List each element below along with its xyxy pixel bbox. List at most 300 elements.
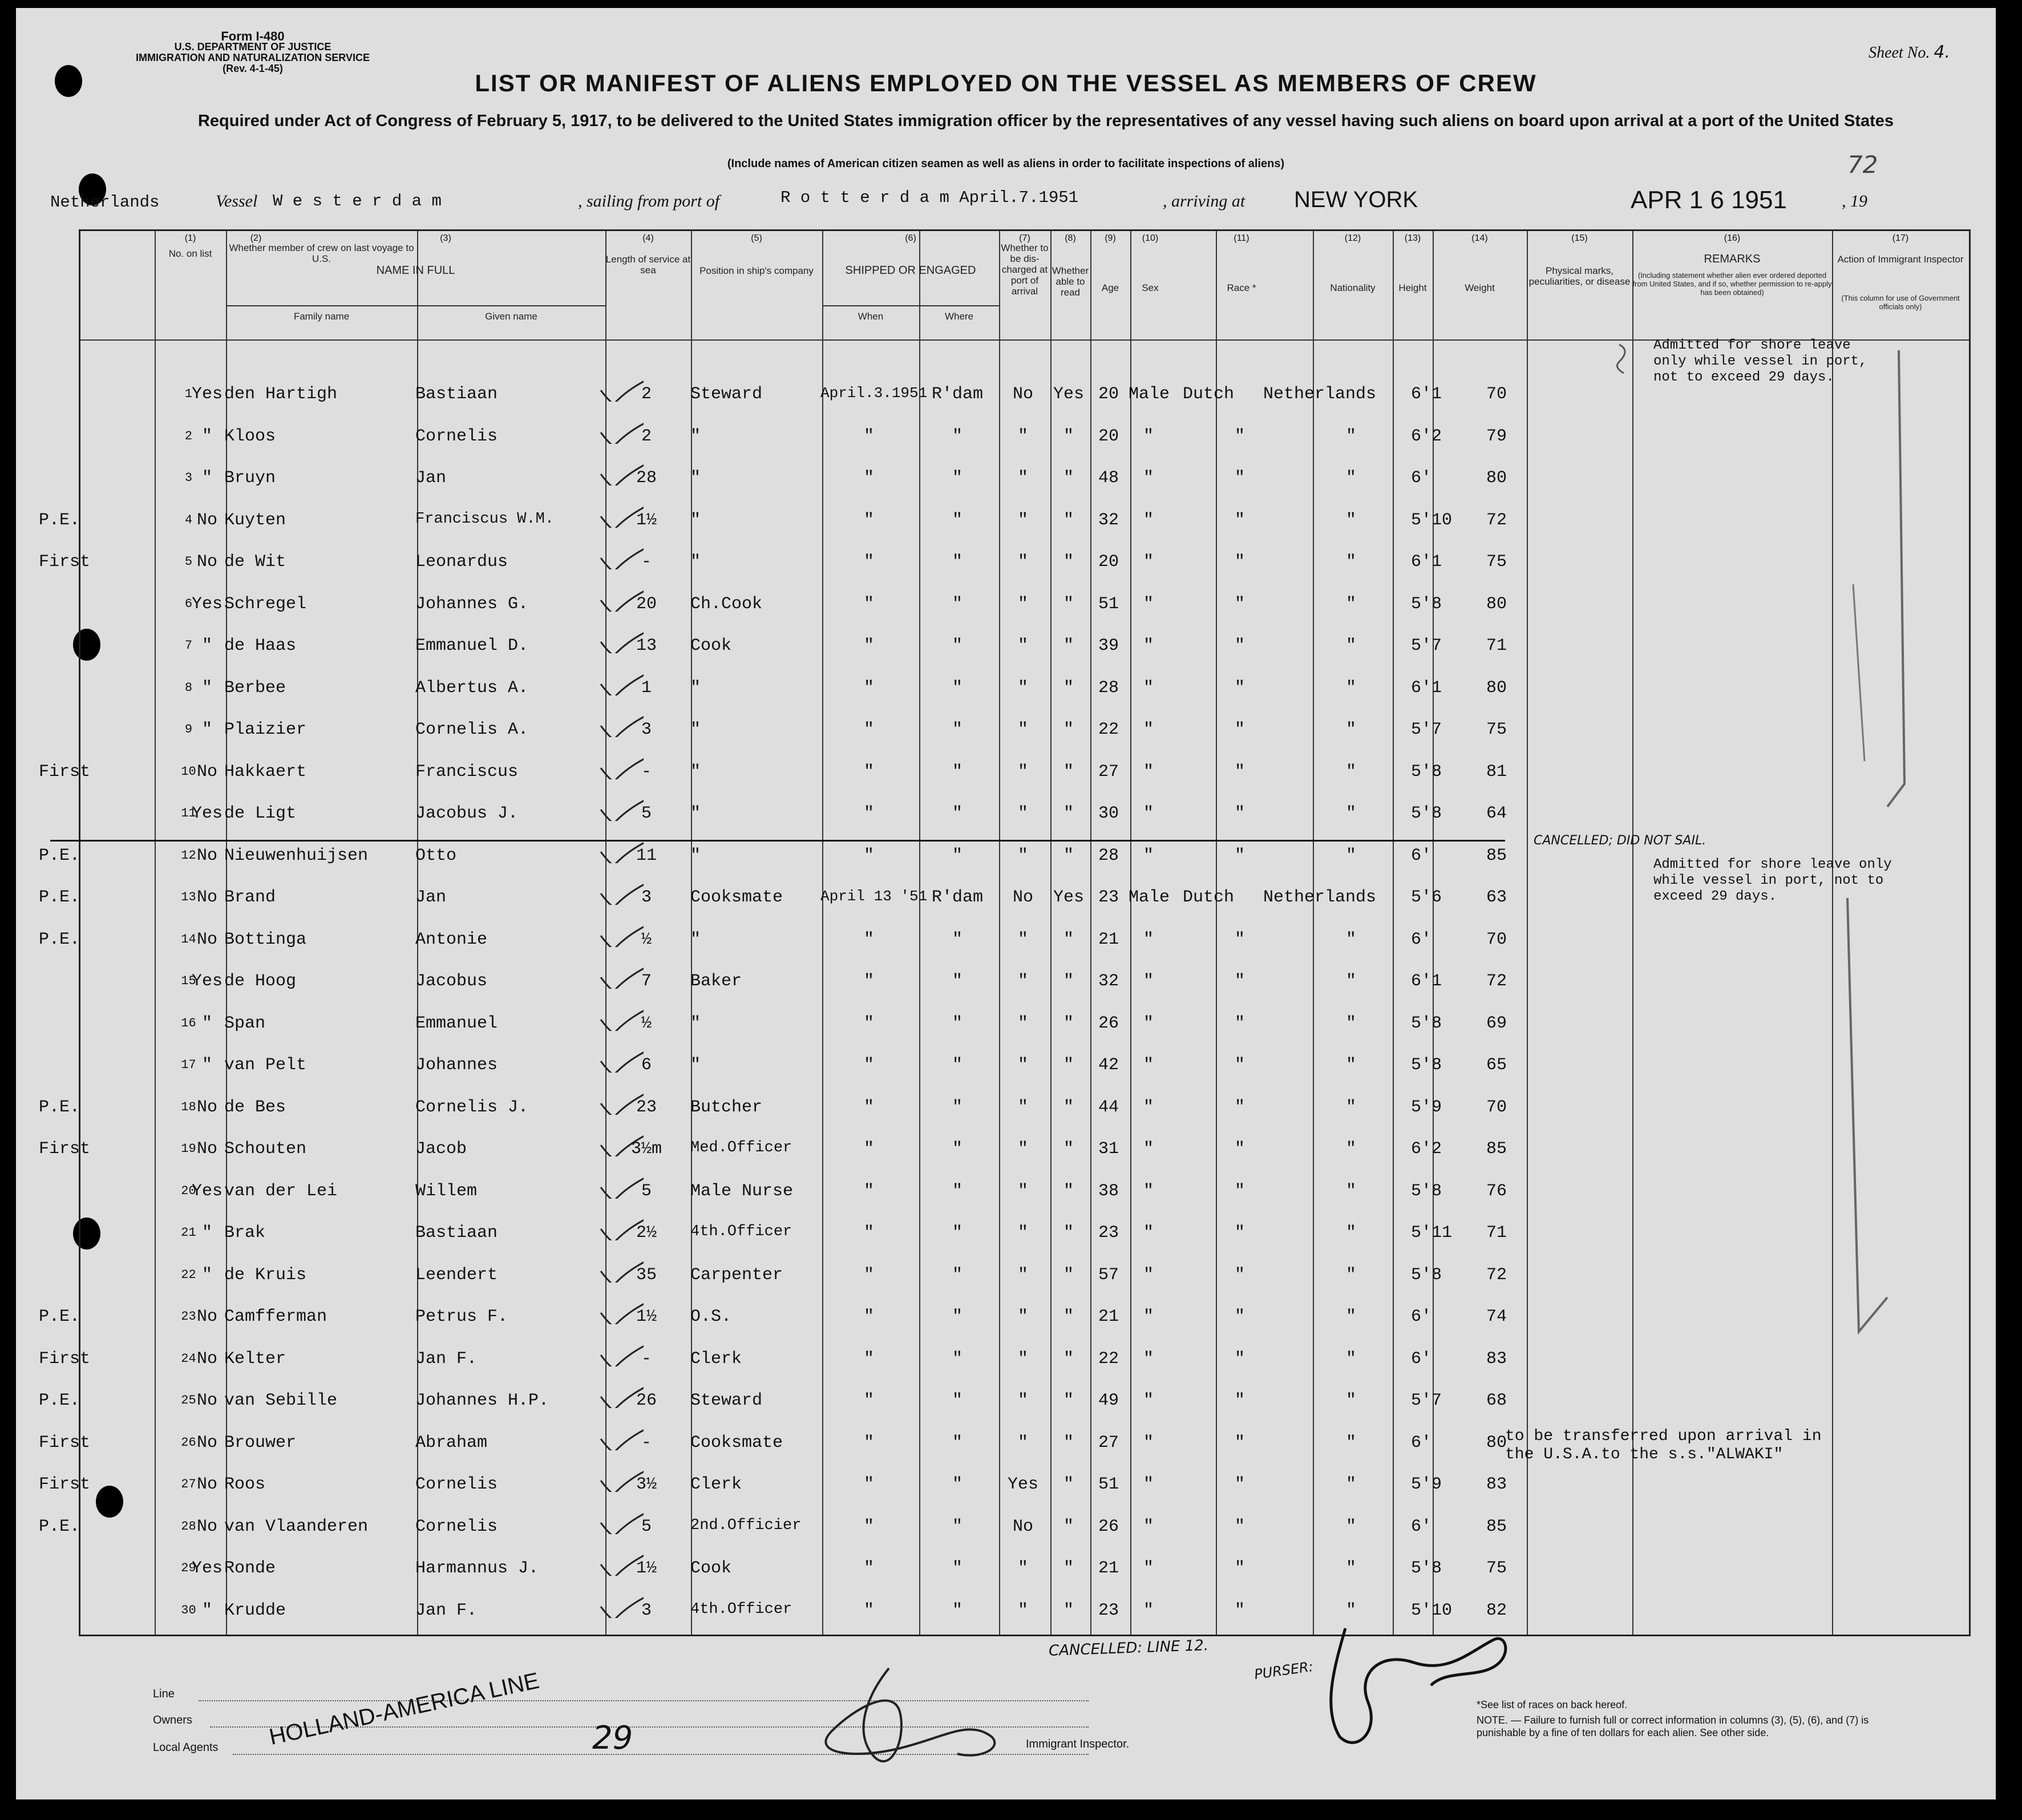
cell-sex: " [1143, 1433, 1154, 1453]
cell-svc: 20 [636, 594, 657, 614]
cell-age: 21 [1098, 1559, 1119, 1578]
cell-svc: 13 [636, 636, 657, 656]
cell-svc: 5 [641, 1181, 652, 1201]
cell-when: " [863, 929, 874, 949]
cell-where: " [952, 720, 963, 739]
cell-pos: " [690, 804, 701, 823]
cell-where: " [952, 1475, 963, 1494]
cell-nat: " [1345, 636, 1356, 656]
check-mark [598, 798, 644, 821]
cell-nat: " [1345, 1139, 1356, 1159]
cell-given: Cornelis J. [415, 1097, 529, 1117]
cell-dis: " [1017, 1055, 1028, 1075]
cell-last: No [196, 1475, 217, 1494]
cell-svc: 2½ [636, 1223, 657, 1243]
cell-nat: " [1345, 929, 1356, 949]
header-c7: Whether to be dis-charged at port of arrival [1001, 242, 1049, 297]
cell-pos: Clerk [690, 1475, 742, 1494]
cell-dis: " [1017, 929, 1028, 949]
cell-given: Emmanuel D. [415, 636, 529, 656]
cell-sex: " [1143, 1181, 1154, 1201]
check-mark [598, 379, 644, 402]
check-mark [598, 1385, 644, 1408]
cell-where: " [952, 972, 963, 991]
cell-ht: 6' [1411, 846, 1432, 865]
cell-sex: " [1143, 1139, 1154, 1159]
cell-no: 1 [184, 387, 193, 401]
cell-no: 17 [181, 1058, 196, 1072]
cell-wt: 71 [1486, 636, 1507, 656]
cell-pos: Cook [690, 1559, 732, 1578]
cell-sex: " [1143, 426, 1154, 446]
check-mark [598, 547, 644, 569]
sheet-value: 4. [1934, 42, 1950, 62]
check-mark [598, 1469, 644, 1492]
cell-no: 23 [181, 1309, 196, 1324]
cell-read: " [1063, 1013, 1074, 1033]
cell-nat: " [1345, 846, 1356, 865]
header-c12: Nationality [1330, 282, 1376, 293]
cell-pre: First [39, 1349, 91, 1369]
cell-age: 22 [1098, 720, 1119, 739]
cell-race: " [1234, 804, 1245, 823]
cell-nat: " [1345, 678, 1356, 698]
cell-sex: " [1143, 1475, 1154, 1494]
cell-given: Petrus F. [415, 1307, 508, 1326]
cell-age: 32 [1098, 510, 1119, 530]
cell-last: " [201, 1600, 212, 1620]
cell-wt: 83 [1486, 1475, 1507, 1494]
cell-family: van Pelt [224, 1055, 307, 1075]
cell-age: 31 [1098, 1139, 1119, 1159]
cell-given: Otto [415, 846, 457, 865]
cell-ht: 5'8 [1411, 594, 1442, 614]
header-c9: Age [1101, 282, 1119, 293]
cell-family: de Bes [224, 1097, 286, 1117]
arriving-label: , arriving at [1163, 192, 1245, 211]
cell-sex: " [1143, 594, 1154, 614]
date-stamp: APR 1 6 1951 [1631, 186, 1787, 214]
cell-family: de Hoog [224, 972, 297, 991]
header-c6a: When [858, 311, 884, 322]
cell-ht: 5'10 [1411, 510, 1453, 530]
cell-given: Leonardus [415, 552, 508, 572]
cell-when: " [863, 1516, 874, 1536]
cell-race: " [1234, 1600, 1245, 1620]
cell-family: Bruyn [224, 468, 276, 488]
cell-dis: " [1017, 1433, 1028, 1453]
check-mark [598, 714, 644, 737]
check-mark [598, 1050, 644, 1073]
remarks-row-1: Admitted for shore leave only while vessel in port, not to exceed 29 days. [1653, 338, 1867, 385]
cell-nat: " [1345, 594, 1356, 614]
cell-svc: 3½m [630, 1139, 662, 1159]
check-mark [598, 1008, 644, 1031]
check-mark [598, 840, 644, 863]
owners-label: Owners [153, 1714, 192, 1726]
cell-given: Jacob [415, 1139, 467, 1159]
cell-family: de Wit [224, 552, 286, 572]
header-c1: No. on list [168, 248, 212, 259]
cell-no: 8 [184, 680, 193, 695]
cell-wt: 80 [1486, 594, 1507, 614]
cell-wt: 85 [1486, 846, 1507, 865]
cell-last: " [201, 1013, 212, 1033]
column-number: (9) [1105, 233, 1116, 243]
cell-read: " [1063, 1349, 1074, 1369]
cell-ht: 5'11 [1411, 1223, 1453, 1243]
column-number: (13) [1404, 233, 1421, 243]
cell-where: " [952, 1181, 963, 1201]
cell-sex: " [1143, 1265, 1154, 1285]
cell-last: No [196, 1139, 217, 1159]
cell-ht: 5'8 [1411, 1013, 1442, 1033]
cell-wt: 75 [1486, 552, 1507, 572]
cell-race: " [1234, 1055, 1245, 1075]
purser-signature [1300, 1617, 1539, 1765]
cell-no: 27 [181, 1477, 196, 1491]
cell-given: Jan F. [415, 1349, 478, 1369]
cell-pre: P.E. [39, 929, 80, 949]
cell-read: " [1063, 846, 1074, 865]
cell-pos: " [690, 1013, 701, 1033]
cell-where: " [952, 1139, 963, 1159]
cell-last: No [196, 1307, 217, 1326]
cell-last: No [196, 1097, 217, 1117]
cell-given: Jan [415, 888, 447, 907]
cell-dis: " [1017, 468, 1028, 488]
cell-race: " [1234, 720, 1245, 739]
cell-pos: " [690, 552, 701, 572]
header-c16: REMARKS [1704, 253, 1761, 265]
cell-where: R'dam [931, 385, 983, 404]
header-c4: Length of service at sea [605, 254, 691, 276]
cell-family: de Haas [224, 636, 297, 656]
cell-wt: 68 [1486, 1391, 1507, 1410]
cell-given: Jan F. [415, 1600, 478, 1620]
cell-last: " [201, 1223, 212, 1243]
cell-family: den Hartigh [224, 385, 338, 404]
cell-pos: Cooksmate [690, 1433, 783, 1453]
cell-no: 16 [181, 1016, 196, 1030]
cell-where: R'dam [931, 888, 983, 907]
cell-wt: 85 [1486, 1139, 1507, 1159]
cell-race: " [1234, 1349, 1245, 1369]
cell-sex: " [1143, 720, 1154, 739]
cell-nat: " [1345, 1181, 1356, 1201]
cell-no: 22 [181, 1267, 196, 1282]
cell-when: " [863, 1097, 874, 1117]
page-subtitle: Required under Act of Congress of February 5, 1917, to be delivered to the United States immigration officer by the representatives of any vessel having such aliens on board upon arrival at a port of the United States [197, 112, 1894, 130]
cell-age: 32 [1098, 972, 1119, 991]
cell-svc: 1½ [636, 1307, 657, 1326]
cell-read: " [1063, 1055, 1074, 1075]
column-number: (17) [1892, 233, 1909, 243]
cell-where: " [952, 678, 963, 698]
cell-wt: 65 [1486, 1055, 1507, 1075]
cell-last: " [201, 636, 212, 656]
column-number: (14) [1471, 233, 1488, 243]
cell-family: Kuyten [224, 510, 286, 530]
cell-where: " [952, 846, 963, 865]
vessel-name: W e s t e r d a m [273, 192, 442, 211]
cell-race: " [1234, 1097, 1245, 1117]
cell-read: " [1063, 1139, 1074, 1159]
cell-race: " [1234, 1391, 1245, 1410]
cell-pre: First [39, 762, 91, 782]
cell-ht: 6'1 [1411, 385, 1442, 404]
cell-svc: - [641, 762, 652, 782]
cell-last: No [196, 1433, 217, 1453]
cell-read: " [1063, 636, 1074, 656]
cell-when: " [863, 1181, 874, 1201]
cell-last: No [196, 929, 217, 949]
sheet-label: Sheet No. [1869, 44, 1930, 62]
cell-race: " [1234, 1181, 1245, 1201]
sheet-number [1869, 42, 1950, 62]
cell-pos: " [690, 846, 701, 865]
cell-svc: 1 [641, 678, 652, 698]
cell-ht: 6' [1411, 468, 1432, 488]
cell-when: " [863, 972, 874, 991]
cell-pre: P.E. [39, 888, 80, 907]
sailing-label: , sailing from port of [578, 192, 720, 211]
cell-given: Bastiaan [415, 1223, 498, 1243]
cell-age: 21 [1098, 1307, 1119, 1326]
cell-age: 21 [1098, 929, 1119, 949]
cell-family: Span [224, 1013, 266, 1033]
header-c14: Weight [1465, 282, 1495, 293]
cell-given: Jacobus [415, 972, 488, 991]
cell-family: Nieuwenhuijsen [224, 846, 369, 865]
cell-dis: " [1017, 510, 1028, 530]
cell-pos: " [690, 426, 701, 446]
cell-wt: 85 [1486, 1516, 1507, 1536]
cell-family: Schregel [224, 594, 307, 614]
cell-age: 26 [1098, 1516, 1119, 1536]
cell-no: 26 [181, 1435, 196, 1450]
cell-age: 22 [1098, 1349, 1119, 1369]
cell-pre: First [39, 1433, 91, 1453]
cell-dis: " [1017, 636, 1028, 656]
cell-dis: " [1017, 1097, 1028, 1117]
check-mark [598, 1511, 644, 1534]
cell-sex: Male [1129, 888, 1170, 907]
cell-sex: " [1143, 552, 1154, 572]
column-number: (5) [751, 233, 762, 243]
cell-family: Brouwer [224, 1433, 297, 1453]
page-mark: 72 [1847, 151, 1878, 179]
cell-race: Dutch [1182, 888, 1234, 907]
cell-pre: P.E. [39, 846, 80, 865]
check-mark [598, 1218, 644, 1240]
cell-read: " [1063, 762, 1074, 782]
cell-pos: 4th.Officer [690, 1600, 792, 1618]
header-c2: Whether member of crew on last voyage to U.S. [229, 242, 414, 264]
cell-dis: " [1017, 552, 1028, 572]
cell-dis: " [1017, 1559, 1028, 1578]
cell-nat: " [1345, 1559, 1356, 1578]
year-label: , 19 [1842, 192, 1867, 211]
cell-last: No [196, 552, 217, 572]
cell-given: Albertus A. [415, 678, 529, 698]
cell-last: " [201, 468, 212, 488]
cell-family: van der Lei [224, 1181, 338, 1201]
cell-wt: 81 [1486, 762, 1507, 782]
cell-race: " [1234, 678, 1245, 698]
cell-where: " [952, 762, 963, 782]
cell-svc: 2 [641, 385, 652, 404]
cell-pre: P.E. [39, 1307, 80, 1326]
cell-pos: Ch.Cook [690, 594, 763, 614]
cell-sex: " [1143, 1307, 1154, 1326]
cell-nat: " [1345, 762, 1356, 782]
cell-where: " [952, 426, 963, 446]
cell-pre: P.E. [39, 1391, 80, 1410]
cell-given: Cornelis [415, 426, 498, 446]
header-c17: Action of Immigrant Inspector [1837, 254, 1964, 265]
cell-race: " [1234, 426, 1245, 446]
cell-read: " [1063, 1475, 1074, 1494]
cell-last: " [201, 1055, 212, 1075]
cell-given: Jan [415, 468, 447, 488]
cell-dis: " [1017, 720, 1028, 739]
cell-sex: " [1143, 1349, 1154, 1369]
cell-ht: 5'8 [1411, 762, 1442, 782]
cell-ht: 6'1 [1411, 972, 1442, 991]
cell-no: 18 [181, 1099, 196, 1114]
cell-svc: 3½ [636, 1475, 657, 1494]
cell-dis: " [1017, 846, 1028, 865]
cell-when: " [863, 1600, 874, 1620]
cell-no: 19 [181, 1142, 196, 1156]
cell-family: de Kruis [224, 1265, 307, 1285]
cell-age: 23 [1098, 888, 1119, 907]
cell-dis: " [1017, 972, 1028, 991]
cell-when: " [863, 1475, 874, 1494]
cell-wt: 74 [1486, 1307, 1507, 1326]
cell-ht: 6' [1411, 929, 1432, 949]
cell-wt: 75 [1486, 1559, 1507, 1578]
header-c3b: Given name [485, 311, 537, 322]
cell-nat: " [1345, 1013, 1356, 1033]
cell-where: " [952, 1433, 963, 1453]
cell-wt: 83 [1486, 1349, 1507, 1369]
cell-wt: 69 [1486, 1013, 1507, 1033]
cell-given: Johannes [415, 1055, 498, 1075]
inspector-label: Immigrant Inspector. [1026, 1738, 1130, 1750]
cell-sex: " [1143, 1223, 1154, 1243]
column-number: (1) [184, 233, 196, 243]
cell-where: " [952, 1265, 963, 1285]
cell-family: Brak [224, 1223, 266, 1243]
header-c16a: (Including statement whether alien ever ordered deported from United States, and if so, whether permission to re-apply has been obtained) [1632, 271, 1832, 297]
cell-when: " [863, 1433, 874, 1453]
cell-when: " [863, 1559, 874, 1578]
cell-svc: 23 [636, 1097, 657, 1117]
cell-age: 57 [1098, 1265, 1119, 1285]
cell-wt: 80 [1486, 678, 1507, 698]
cell-last: No [196, 1349, 217, 1369]
agents-label: Local Agents [153, 1741, 219, 1754]
cell-when: " [863, 720, 874, 739]
cell-age: 27 [1098, 1433, 1119, 1453]
cell-when: " [863, 1391, 874, 1410]
cell-pos: Baker [690, 972, 742, 991]
cell-given: Cornelis [415, 1475, 498, 1494]
cell-read: Yes [1053, 888, 1084, 907]
cell-family: Berbee [224, 678, 286, 698]
cell-last: No [196, 888, 217, 907]
cell-age: 23 [1098, 1223, 1119, 1243]
cell-read: " [1063, 1516, 1074, 1536]
cell-no: 10 [181, 764, 196, 779]
cell-when: April 13 '51 [820, 888, 928, 905]
cell-family: van Vlaanderen [224, 1516, 369, 1536]
cell-when: April.3.1951 [820, 385, 928, 402]
cell-last: Yes [191, 972, 223, 991]
cell-pos: 4th.Officer [690, 1223, 792, 1240]
cell-no: 24 [181, 1351, 196, 1366]
cell-given: Antonie [415, 929, 488, 949]
cell-no: 30 [181, 1603, 196, 1617]
cell-dis: " [1017, 678, 1028, 698]
cell-given: Jacobus J. [415, 804, 519, 823]
nationality: Netherlands [50, 193, 160, 212]
check-mark [598, 966, 644, 989]
cell-nat: " [1345, 510, 1356, 530]
cell-svc: 2 [641, 426, 652, 446]
cell-where: " [952, 510, 963, 530]
cell-age: 23 [1098, 1600, 1119, 1620]
cell-where: " [952, 1391, 963, 1410]
cell-no: 13 [181, 890, 196, 904]
cell-when: " [863, 636, 874, 656]
cell-wt: 70 [1486, 1097, 1507, 1117]
check-mark [598, 1092, 644, 1115]
purser-label: PURSER: [1253, 1658, 1315, 1683]
cell-last: Yes [191, 594, 223, 614]
header-c15: Physical marks, peculiarities, or disease [1528, 265, 1631, 287]
cell-no: 3 [184, 471, 193, 485]
cell-given: Johannes H.P. [415, 1391, 549, 1410]
cell-pos: Carpenter [690, 1265, 783, 1285]
department: U.S. DEPARTMENT OF JUSTICE [174, 41, 331, 52]
cell-read: " [1063, 720, 1074, 739]
cell-given: Abraham [415, 1433, 488, 1453]
cell-where: " [952, 1097, 963, 1117]
cell-race: " [1234, 1013, 1245, 1033]
cell-race: " [1234, 636, 1245, 656]
header-rule [822, 305, 999, 306]
cell-svc: 5 [641, 1516, 652, 1536]
cell-age: 42 [1098, 1055, 1119, 1075]
cell-dis: " [1017, 426, 1028, 446]
cell-read: " [1063, 1433, 1074, 1453]
cell-age: 49 [1098, 1391, 1119, 1410]
cell-last: No [196, 1391, 217, 1410]
cell-given: Franciscus [415, 762, 519, 782]
cell-nat: " [1345, 972, 1356, 991]
cell-given: Emmanuel [415, 1013, 498, 1033]
cell-nat: " [1345, 1600, 1356, 1620]
cell-race: " [1234, 1433, 1245, 1453]
cell-nat: " [1345, 1307, 1356, 1326]
cell-given: Cornelis [415, 1516, 498, 1536]
column-number: (6) [905, 233, 916, 243]
remarks-row-12: CANCELLED; DID NOT SAIL. [1534, 834, 1706, 848]
cell-race: " [1234, 510, 1245, 530]
